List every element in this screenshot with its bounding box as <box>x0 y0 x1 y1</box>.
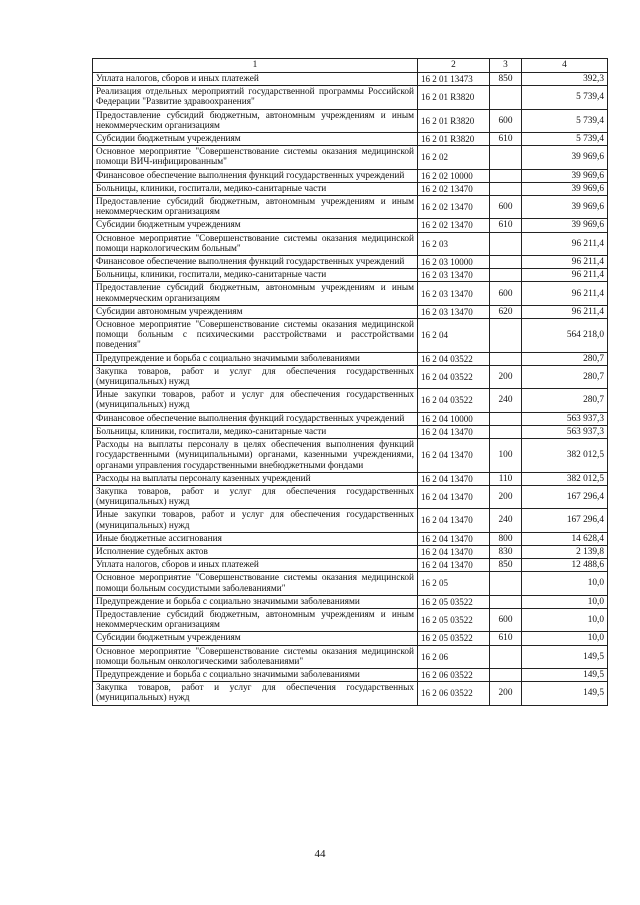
cell-sum: 96 211,4 <box>522 256 608 269</box>
cell-name: Предупреждение и борьба с социально значимыми заболеваниями <box>93 352 418 365</box>
cell-name: Основное мероприятие "Совершенствование системы оказания медицинской помощи больным сосудистыми заболеваниями" <box>93 572 418 595</box>
table-row <box>93 668 608 681</box>
cell-type <box>490 595 522 608</box>
cell-code: 16 2 06 <box>418 645 490 668</box>
cell-sum: 2 139,8 <box>522 545 608 558</box>
cell-type <box>490 352 522 365</box>
table-row <box>93 109 608 132</box>
cell-name: Расходы на выплаты персоналу в целях обеспечения выполнения функций государственными (муниципальными) органами, казенными учреждениями, органами управления государственными внебюджетными фондами <box>93 439 418 473</box>
cell-type: 600 <box>490 608 522 631</box>
cell-sum: 96 211,4 <box>522 282 608 305</box>
cell-name: Закупка товаров, работ и услуг для обеспечения государственных (муниципальных) нужд <box>93 365 418 388</box>
table-row <box>93 509 608 532</box>
cell-type <box>490 269 522 282</box>
cell-code: 16 2 04 13470 <box>418 532 490 545</box>
column-header-code: 2 <box>418 59 490 73</box>
table-row <box>93 439 608 473</box>
table-row <box>93 485 608 508</box>
cell-type: 850 <box>490 73 522 86</box>
table-row <box>93 269 608 282</box>
cell-name: Основное мероприятие "Совершенствование системы оказания медицинской помощи больным онкологическими заболеваниями" <box>93 645 418 668</box>
cell-code: 16 2 03 <box>418 232 490 255</box>
page-number: 44 <box>314 848 326 860</box>
cell-name: Предоставление субсидий бюджетным, автономным учреждениям и иным некоммерческим организациям <box>93 196 418 219</box>
cell-name: Больницы, клиники, госпитали, медико-санитарные части <box>93 182 418 195</box>
table-row <box>93 545 608 558</box>
column-header-type: 3 <box>490 59 522 73</box>
table-row <box>93 169 608 182</box>
cell-name: Закупка товаров, работ и услуг для обеспечения государственных (муниципальных) нужд <box>93 485 418 508</box>
cell-name: Уплата налогов, сборов и иных платежей <box>93 73 418 86</box>
cell-code: 16 2 03 10000 <box>418 256 490 269</box>
cell-type: 200 <box>490 485 522 508</box>
cell-name: Субсидии бюджетным учреждениям <box>93 632 418 645</box>
table-row <box>93 365 608 388</box>
cell-type: 100 <box>490 439 522 473</box>
cell-sum: 149,5 <box>522 682 608 705</box>
cell-name: Субсидии автономным учреждениям <box>93 305 418 318</box>
cell-name: Реализация отдельных мероприятий государственной программы Российской Федерации "Развитие здравоохранения" <box>93 86 418 109</box>
cell-code: 16 2 05 03522 <box>418 608 490 631</box>
cell-sum: 10,0 <box>522 608 608 631</box>
cell-name: Иные закупки товаров, работ и услуг для обеспечения государственных (муниципальных) нужд <box>93 389 418 412</box>
cell-sum: 280,7 <box>522 389 608 412</box>
table-row <box>93 232 608 255</box>
cell-code: 16 2 05 <box>418 572 490 595</box>
cell-code: 16 2 02 13470 <box>418 182 490 195</box>
cell-type: 600 <box>490 109 522 132</box>
cell-type <box>490 412 522 425</box>
cell-type <box>490 169 522 182</box>
cell-type: 600 <box>490 196 522 219</box>
cell-sum: 5 739,4 <box>522 109 608 132</box>
cell-name: Субсидии бюджетным учреждениям <box>93 133 418 146</box>
table-row <box>93 595 608 608</box>
cell-sum: 392,3 <box>522 73 608 86</box>
cell-sum: 280,7 <box>522 365 608 388</box>
cell-name: Закупка товаров, работ и услуг для обеспечения государственных (муниципальных) нужд <box>93 682 418 705</box>
cell-sum: 280,7 <box>522 352 608 365</box>
cell-code: 16 2 04 13470 <box>418 485 490 508</box>
cell-code: 16 2 02 <box>418 146 490 169</box>
table-row <box>93 219 608 232</box>
column-header-name: 1 <box>93 59 418 73</box>
table-row <box>93 352 608 365</box>
cell-sum: 39 969,6 <box>522 169 608 182</box>
cell-type <box>490 668 522 681</box>
cell-code: 16 2 04 10000 <box>418 412 490 425</box>
cell-sum: 149,5 <box>522 668 608 681</box>
cell-type: 110 <box>490 472 522 485</box>
cell-type <box>490 645 522 668</box>
cell-type <box>490 572 522 595</box>
cell-sum: 96 211,4 <box>522 232 608 255</box>
cell-sum: 382 012,5 <box>522 472 608 485</box>
cell-type <box>490 425 522 438</box>
table-row <box>93 472 608 485</box>
cell-code: 16 2 02 13470 <box>418 196 490 219</box>
cell-type: 620 <box>490 305 522 318</box>
cell-name: Финансовое обеспечение выполнения функций государственных учреждений <box>93 412 418 425</box>
table-row <box>93 256 608 269</box>
cell-name: Предоставление субсидий бюджетным, автономным учреждениям и иным некоммерческим организациям <box>93 109 418 132</box>
cell-type <box>490 256 522 269</box>
cell-sum: 10,0 <box>522 572 608 595</box>
table-row <box>93 282 608 305</box>
table-row <box>93 532 608 545</box>
cell-sum: 382 012,5 <box>522 439 608 473</box>
cell-type: 610 <box>490 219 522 232</box>
cell-sum: 39 969,6 <box>522 146 608 169</box>
table-row <box>93 412 608 425</box>
cell-name: Иные закупки товаров, работ и услуг для обеспечения государственных (муниципальных) нужд <box>93 509 418 532</box>
cell-sum: 39 969,6 <box>522 219 608 232</box>
cell-type: 240 <box>490 389 522 412</box>
cell-code: 16 2 03 13470 <box>418 282 490 305</box>
cell-name: Основное мероприятие "Совершенствование системы оказания медицинской помощи больным с психическими расстройствами и расстройствами поведения" <box>93 319 418 353</box>
table-row <box>93 682 608 705</box>
table-body <box>93 73 608 706</box>
cell-sum: 96 211,4 <box>522 305 608 318</box>
cell-code: 16 2 02 13470 <box>418 219 490 232</box>
cell-name: Иные бюджетные ассигнования <box>93 532 418 545</box>
cell-sum: 564 218,0 <box>522 319 608 353</box>
cell-code: 16 2 03 13470 <box>418 269 490 282</box>
cell-sum: 5 739,4 <box>522 86 608 109</box>
cell-code: 16 2 03 13470 <box>418 305 490 318</box>
column-header-sum: 4 <box>522 59 608 73</box>
cell-type <box>490 319 522 353</box>
cell-code: 16 2 02 10000 <box>418 169 490 182</box>
table-row <box>93 319 608 353</box>
cell-name: Субсидии бюджетным учреждениям <box>93 219 418 232</box>
cell-sum: 563 937,3 <box>522 425 608 438</box>
budget-table <box>92 58 608 706</box>
cell-type <box>490 232 522 255</box>
cell-name: Расходы на выплаты персоналу казенных учреждений <box>93 472 418 485</box>
cell-sum: 39 969,6 <box>522 196 608 219</box>
table-row <box>93 425 608 438</box>
cell-sum: 96 211,4 <box>522 269 608 282</box>
table-row <box>93 389 608 412</box>
table-row <box>93 608 608 631</box>
table-row <box>93 632 608 645</box>
cell-type <box>490 86 522 109</box>
cell-code: 16 2 06 03522 <box>418 668 490 681</box>
cell-type <box>490 146 522 169</box>
cell-code: 16 2 01 R3820 <box>418 109 490 132</box>
cell-name: Предоставление субсидий бюджетным, автономным учреждениям и иным некоммерческим организациям <box>93 608 418 631</box>
cell-type: 600 <box>490 282 522 305</box>
cell-name: Предоставление субсидий бюджетным, автономным учреждениям и иным некоммерческим организациям <box>93 282 418 305</box>
table-row <box>93 73 608 86</box>
cell-sum: 10,0 <box>522 632 608 645</box>
cell-code: 16 2 05 03522 <box>418 595 490 608</box>
cell-name: Основное мероприятие "Совершенствование системы оказания медицинской помощи ВИЧ-инфицированным" <box>93 146 418 169</box>
cell-code: 16 2 04 13470 <box>418 559 490 572</box>
cell-code: 16 2 04 13470 <box>418 425 490 438</box>
table-header-row <box>93 59 608 73</box>
cell-type: 610 <box>490 632 522 645</box>
cell-name: Больницы, клиники, госпитали, медико-санитарные части <box>93 425 418 438</box>
cell-name: Исполнение судебных актов <box>93 545 418 558</box>
cell-sum: 563 937,3 <box>522 412 608 425</box>
table-row <box>93 572 608 595</box>
table-row <box>93 645 608 668</box>
cell-type: 610 <box>490 133 522 146</box>
table-row <box>93 146 608 169</box>
cell-name: Финансовое обеспечение выполнения функций государственных учреждений <box>93 169 418 182</box>
cell-code: 16 2 01 R3820 <box>418 86 490 109</box>
cell-sum: 12 488,6 <box>522 559 608 572</box>
cell-code: 16 2 04 <box>418 319 490 353</box>
cell-code: 16 2 04 13470 <box>418 545 490 558</box>
table-row <box>93 182 608 195</box>
cell-type <box>490 182 522 195</box>
cell-code: 16 2 04 13470 <box>418 439 490 473</box>
cell-sum: 167 296,4 <box>522 485 608 508</box>
cell-name: Финансовое обеспечение выполнения функций государственных учреждений <box>93 256 418 269</box>
cell-name: Предупреждение и борьба с социально значимыми заболеваниями <box>93 595 418 608</box>
table-row <box>93 305 608 318</box>
table-row <box>93 196 608 219</box>
cell-type: 240 <box>490 509 522 532</box>
cell-code: 16 2 04 13470 <box>418 509 490 532</box>
cell-code: 16 2 04 03522 <box>418 365 490 388</box>
cell-type: 200 <box>490 682 522 705</box>
cell-type: 200 <box>490 365 522 388</box>
cell-type: 800 <box>490 532 522 545</box>
table-row <box>93 559 608 572</box>
cell-name: Больницы, клиники, госпитали, медико-санитарные части <box>93 269 418 282</box>
cell-sum: 10,0 <box>522 595 608 608</box>
cell-sum: 167 296,4 <box>522 509 608 532</box>
cell-code: 16 2 01 R3820 <box>418 133 490 146</box>
cell-code: 16 2 01 13473 <box>418 73 490 86</box>
table-row <box>93 133 608 146</box>
cell-type: 850 <box>490 559 522 572</box>
cell-sum: 5 739,4 <box>522 133 608 146</box>
cell-code: 16 2 04 03522 <box>418 352 490 365</box>
cell-name: Предупреждение и борьба с социально значимыми заболеваниями <box>93 668 418 681</box>
cell-code: 16 2 05 03522 <box>418 632 490 645</box>
cell-name: Уплата налогов, сборов и иных платежей <box>93 559 418 572</box>
cell-code: 16 2 04 13470 <box>418 472 490 485</box>
cell-sum: 14 628,4 <box>522 532 608 545</box>
cell-name: Основное мероприятие "Совершенствование системы оказания медицинской помощи наркологическим больным" <box>93 232 418 255</box>
cell-sum: 149,5 <box>522 645 608 668</box>
table-row <box>93 86 608 109</box>
cell-sum: 39 969,6 <box>522 182 608 195</box>
cell-code: 16 2 04 03522 <box>418 389 490 412</box>
cell-code: 16 2 06 03522 <box>418 682 490 705</box>
cell-type: 830 <box>490 545 522 558</box>
